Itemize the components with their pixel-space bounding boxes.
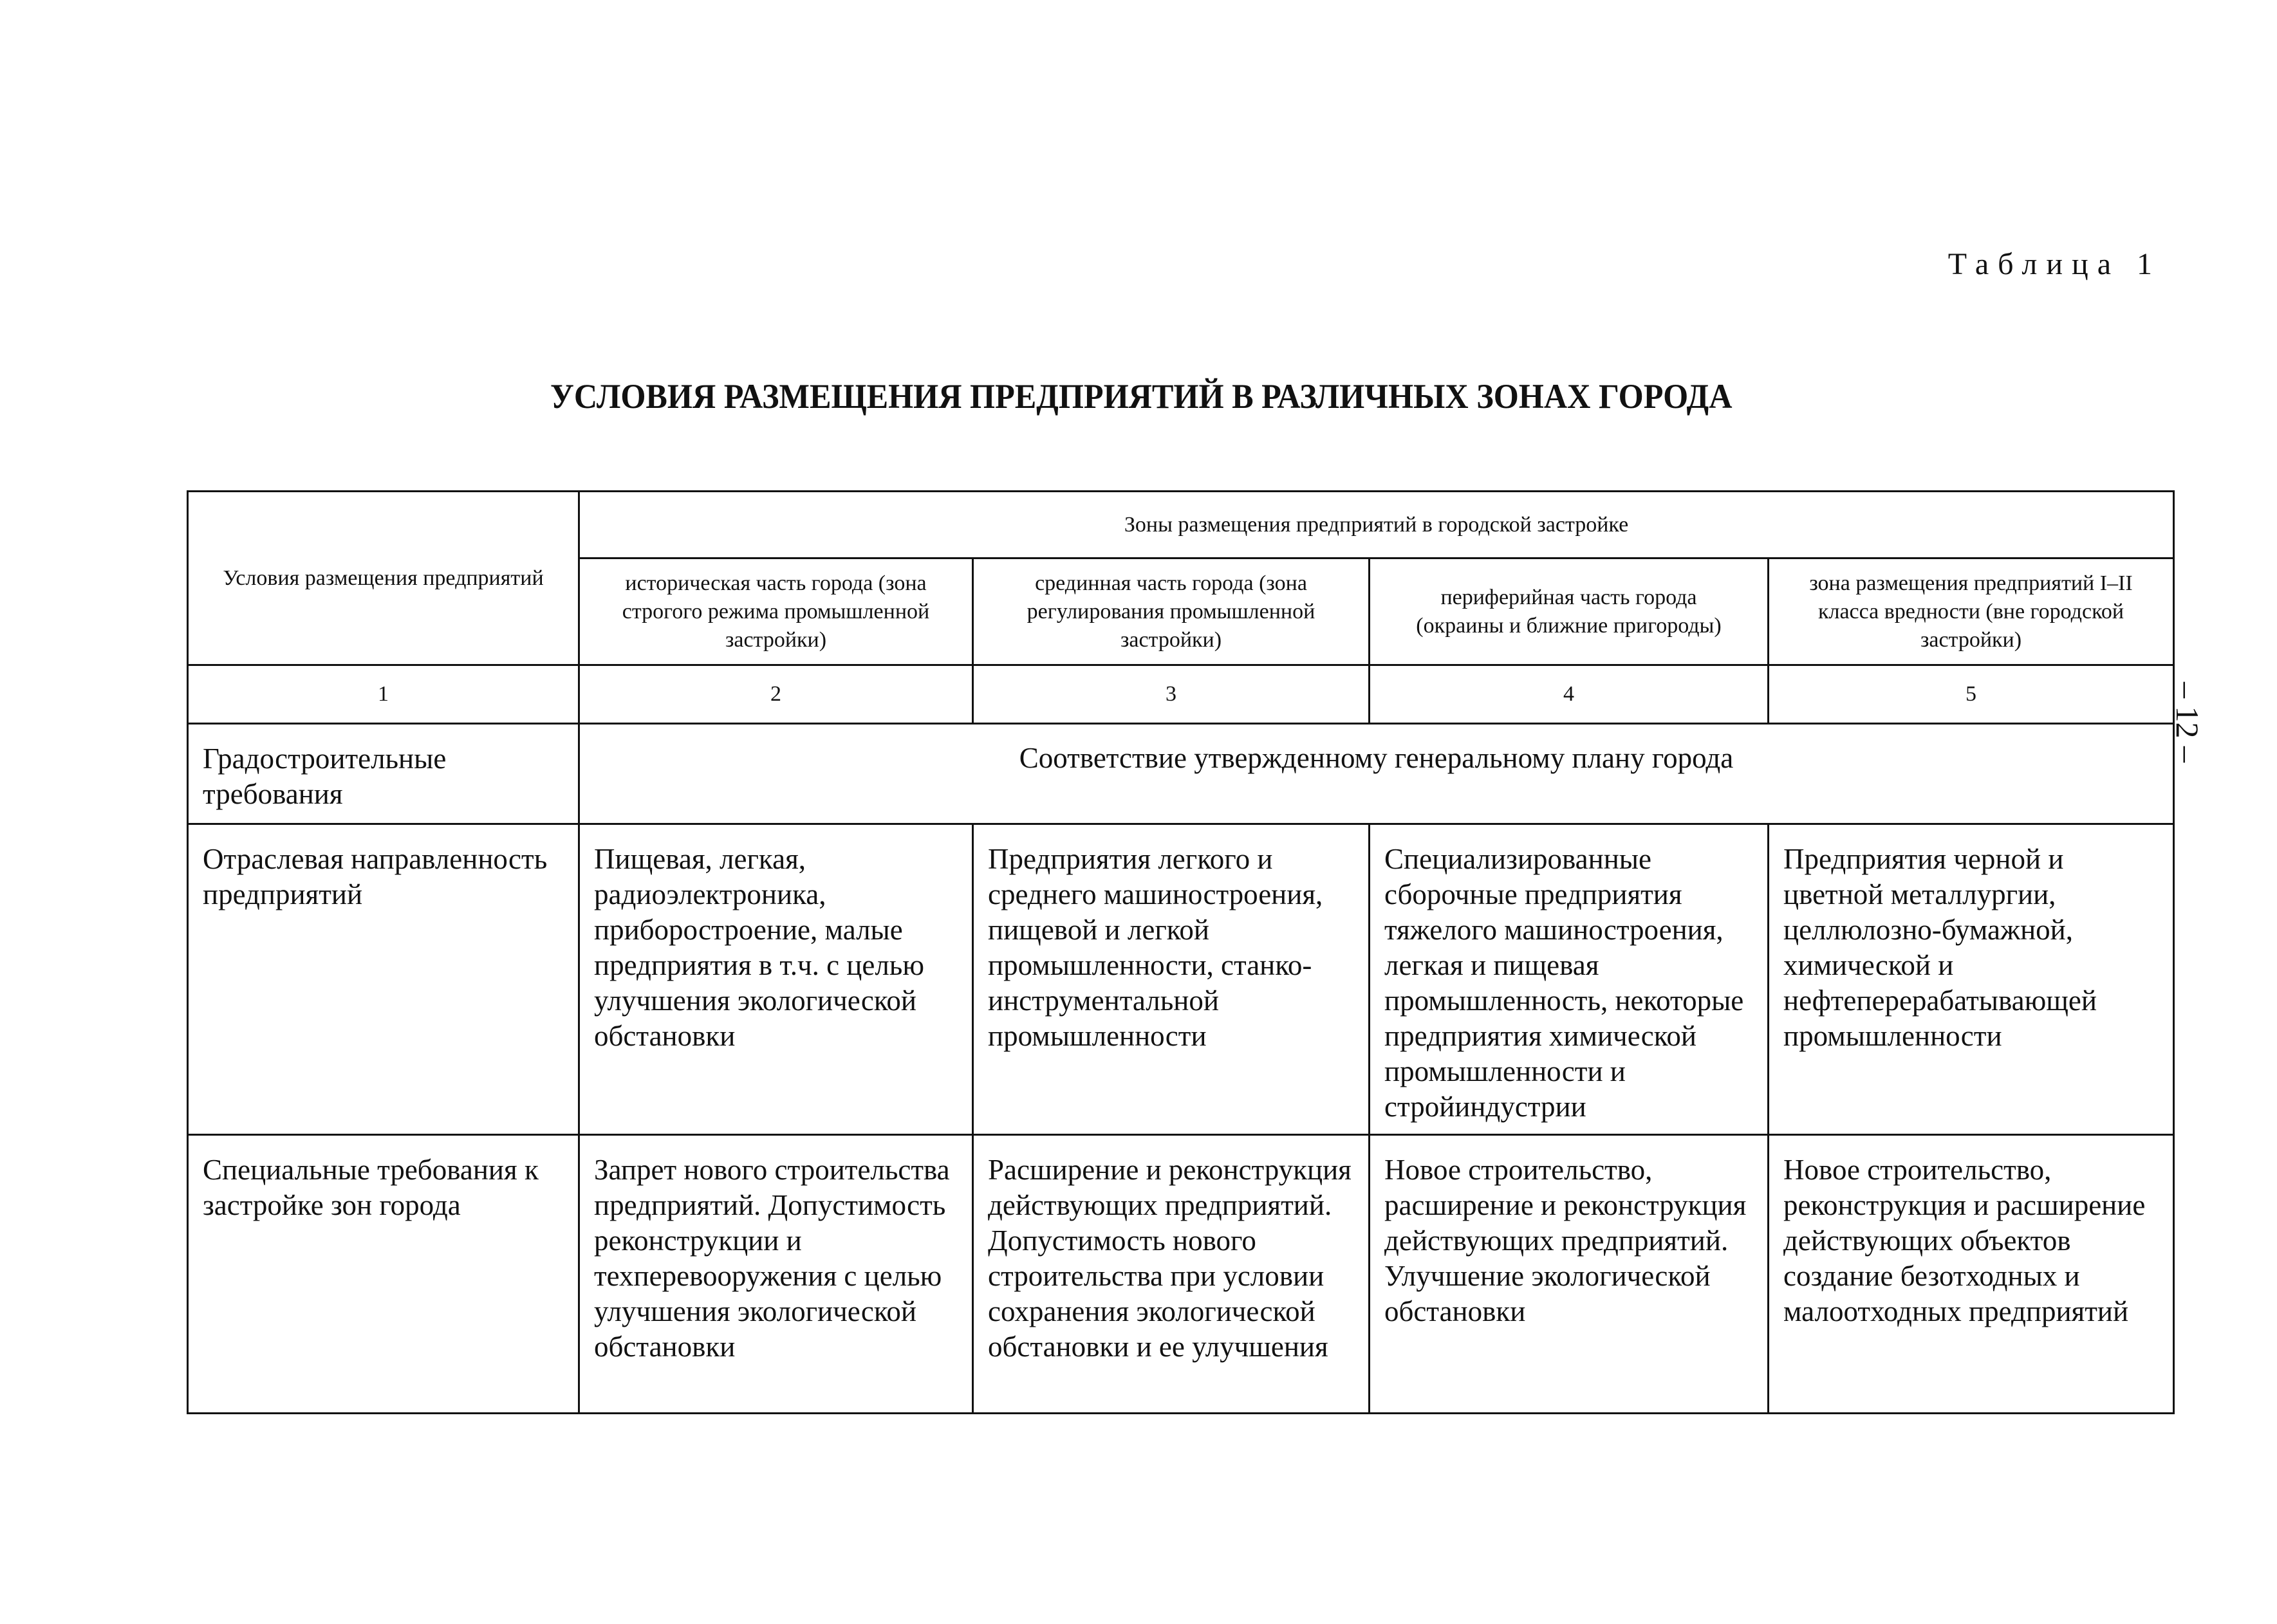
zone-header-text: периферийная часть города (окраины и ближние пригороды)	[1416, 585, 1722, 638]
table-cell: Расширение и реконструкция действующих предприятий. Допустимость нового строительства при условии сохранения экологической обстановки и ее улучшения	[973, 1135, 1370, 1414]
row-header-cell	[188, 492, 579, 665]
special-requirements-row	[188, 1135, 2174, 1414]
zone-header-text: историческая часть города (зона строгого режима промышленной застройки)	[622, 571, 930, 652]
column-number: 3	[973, 665, 1370, 724]
row-header-text: Условия размещения предприятий	[223, 566, 544, 590]
table-cell: Предприятия легкого и среднего машиностроения, пищевой и легкой промышленности, станко-инструментальной промышленности	[973, 824, 1370, 1135]
placement-conditions-table	[187, 490, 2175, 1414]
table-cell: Новое строительство, расширение и реконструкция действующих предприятий. Улучшение экологической обстановки	[1370, 1135, 1769, 1414]
column-number: 1	[188, 665, 579, 724]
page-number: – 12 –	[2170, 682, 2206, 762]
industry-row	[188, 824, 2174, 1135]
column-number: 2	[579, 665, 973, 724]
document-title: УСЛОВИЯ РАЗМЕЩЕНИЯ ПРЕДПРИЯТИЙ В РАЗЛИЧНЫХ ЗОНАХ ГОРОДА	[550, 377, 1733, 416]
zone-header	[1769, 558, 2174, 665]
zone-header	[579, 558, 973, 665]
table-cell: Пищевая, легкая, радиоэлектроника, приборостроение, малые предприятия в т.ч. с целью улучшения экологической обстановки	[579, 824, 973, 1135]
zone-header	[973, 558, 1370, 665]
row-label: Градостроительные требования	[188, 724, 579, 824]
urban-planning-row	[188, 724, 2174, 824]
zones-group-header	[579, 492, 2174, 558]
table-cell: Запрет нового строительства предприятий. Допустимость реконструкции и техперевооружения с целью улучшения экологической обстановки	[579, 1135, 973, 1414]
table-label: Таблица 1	[1947, 247, 2161, 281]
row-label: Отраслевая направленность предприятий	[188, 824, 579, 1135]
table-cell: Специализированные сборочные предприятия тяжелого машиностроения, легкая и пищевая промышленность, некоторые предприятия химической промышленности и стройиндустрии	[1370, 824, 1769, 1135]
header-row-top	[188, 492, 2174, 558]
column-number-row	[188, 665, 2174, 724]
zone-header-text: зона размещения предприятий I–II класса вредности (вне городской застройки)	[1809, 571, 2133, 652]
column-number: 5	[1769, 665, 2174, 724]
urban-planning-value: Соответствие утвержденному генеральному плану города	[579, 724, 2174, 824]
row-label: Специальные требования к застройке зон города	[188, 1135, 579, 1414]
zone-header	[1370, 558, 1769, 665]
zones-group-header-text: Зоны размещения предприятий в городской застройке	[1124, 512, 1629, 537]
column-number: 4	[1370, 665, 1769, 724]
zone-header-text: срединная часть города (зона регулирования промышленной застройки)	[1027, 571, 1315, 652]
table-cell: Предприятия черной и цветной металлургии, целлюлозно-бумажной, химической и нефтеперерабатывающей промышленности	[1769, 824, 2174, 1135]
table-cell: Новое строительство, реконструкция и расширение действующих объектов создание безотходных и малоотходных предприятий	[1769, 1135, 2174, 1414]
